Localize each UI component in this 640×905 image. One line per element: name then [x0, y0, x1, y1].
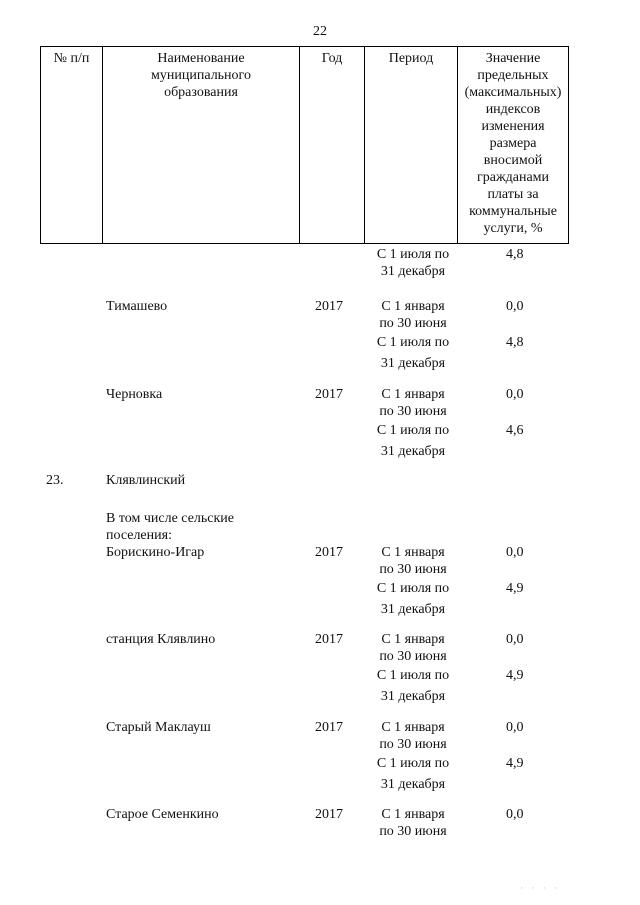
- period-line: по 30 июня: [379, 737, 447, 752]
- period-line: С 1 января: [381, 387, 445, 402]
- period-line: С 1 января: [381, 299, 445, 314]
- period-line: С 1 июля по: [376, 423, 450, 438]
- municipality-name: Черновка: [106, 387, 163, 402]
- header-value-line: гражданами: [476, 170, 550, 185]
- value-cell: 4,9: [506, 581, 524, 596]
- period-line: С 1 июля по: [376, 335, 450, 350]
- value-cell: 0,0: [506, 720, 524, 735]
- municipality-name: станция Клявлино: [106, 632, 216, 647]
- period-line: по 30 июня: [379, 562, 447, 577]
- period-line: С 1 июля по: [376, 668, 450, 683]
- period-cell: [368, 246, 458, 280]
- header-value-line: услуги, %: [483, 221, 543, 236]
- period-line: С 1 января: [381, 545, 445, 560]
- header-name-line: Наименование: [157, 51, 245, 66]
- period-line: С 1 июля по: [376, 756, 450, 771]
- value-cell: 4,9: [506, 668, 524, 683]
- value-cell: 4,6: [506, 423, 524, 438]
- period-line: по 30 июня: [379, 404, 447, 419]
- period-cell: [368, 544, 458, 618]
- subgroup-line: поселения:: [106, 528, 172, 543]
- period-line: 31 декабря: [380, 444, 446, 459]
- period-cell: [368, 631, 458, 705]
- header-period: [365, 47, 458, 243]
- period-line: С 1 января: [381, 807, 445, 822]
- year-cell: 2017: [315, 632, 343, 647]
- header-value-line: вносимой: [483, 153, 543, 168]
- header-name: [103, 47, 300, 243]
- value-cell: 0,0: [506, 387, 524, 402]
- header-name-line: образования: [164, 85, 238, 100]
- period-line: по 30 июня: [379, 824, 447, 839]
- value-cell: 4,9: [506, 756, 524, 771]
- header-value-line: Значение: [485, 51, 541, 66]
- municipality-name: Тимашево: [106, 299, 168, 314]
- period-line: по 30 июня: [379, 649, 447, 664]
- value-cell: 0,0: [506, 299, 524, 314]
- period-line: С 1 июля по: [376, 581, 450, 596]
- period-line: С 1 января: [381, 632, 445, 647]
- header-value-line: коммунальные: [469, 204, 557, 219]
- period-line: 31 декабря: [380, 689, 446, 704]
- header-name-line: муниципального: [151, 68, 251, 83]
- period-line: 31 декабря: [380, 356, 446, 371]
- period-cell: [368, 719, 458, 793]
- value-cell: 0,0: [506, 632, 524, 647]
- period-line: 31 декабря: [380, 602, 446, 617]
- period-line: по 30 июня: [379, 316, 447, 331]
- page-number: 22: [313, 24, 327, 39]
- header-number-label: № п/п: [53, 51, 90, 66]
- header-value-line: предельных: [477, 68, 549, 83]
- period-cell: [368, 806, 458, 840]
- scan-specks: · · · ·: [520, 883, 560, 893]
- period-cell: [368, 386, 458, 460]
- header-year: [300, 47, 365, 243]
- year-cell: 2017: [315, 720, 343, 735]
- header-period-label: Период: [388, 51, 434, 66]
- year-cell: 2017: [315, 299, 343, 314]
- municipality-name: Борискино-Игар: [106, 545, 205, 560]
- value-cell: 4,8: [506, 247, 524, 262]
- period-line: С 1 января: [381, 720, 445, 735]
- year-cell: 2017: [315, 545, 343, 560]
- period-line: 31 декабря: [380, 777, 446, 792]
- table-header: [40, 46, 569, 244]
- row-number: 23.: [46, 473, 64, 488]
- municipality-name: Клявлинский: [106, 473, 186, 488]
- header-number: [41, 47, 103, 243]
- header-value-line: изменения: [481, 119, 545, 134]
- subgroup-label: [106, 510, 234, 544]
- municipality-name: Старое Семенкино: [106, 807, 219, 822]
- header-value-line: платы за: [487, 187, 539, 202]
- header-value-line: (максимальных): [464, 85, 562, 100]
- period-line: С 1 июля по: [376, 247, 450, 262]
- year-cell: 2017: [315, 807, 343, 822]
- header-value: [458, 47, 568, 243]
- subgroup-line: В том числе сельские: [106, 511, 235, 526]
- value-cell: 4,8: [506, 335, 524, 350]
- header-value-line: индексов: [485, 102, 541, 117]
- year-cell: 2017: [315, 387, 343, 402]
- municipality-name: Старый Маклауш: [106, 720, 211, 735]
- header-year-label: Год: [321, 51, 343, 66]
- value-cell: 0,0: [506, 545, 524, 560]
- value-cell: 0,0: [506, 807, 524, 822]
- period-cell: [368, 298, 458, 372]
- period-line: 31 декабря: [380, 264, 446, 279]
- header-value-line: размера: [489, 136, 537, 151]
